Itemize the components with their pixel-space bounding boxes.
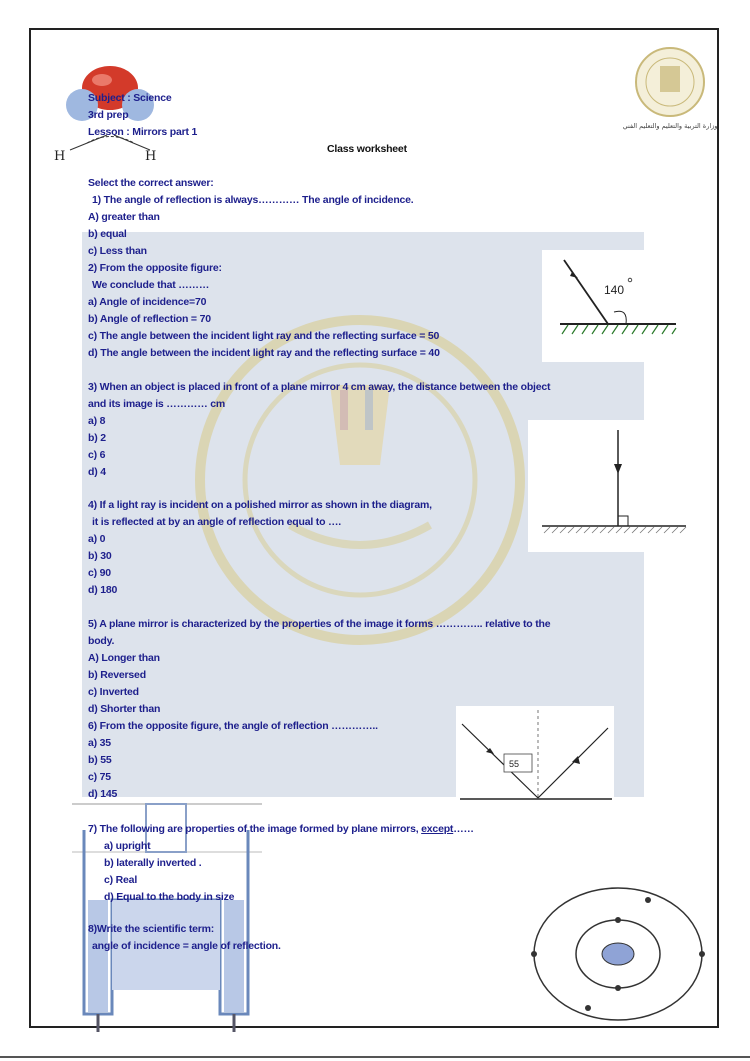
q5-option-d: d) Shorter than bbox=[88, 703, 161, 715]
q7-option-b: b) laterally inverted . bbox=[104, 857, 202, 869]
q4-normal-incidence-figure bbox=[528, 420, 688, 552]
q2-option-a: a) Angle of incidence=70 bbox=[88, 296, 207, 308]
q4-option-b: b) 30 bbox=[88, 550, 112, 562]
page-divider bbox=[0, 1056, 750, 1058]
q6-reflection-figure bbox=[456, 706, 614, 804]
question-7-keyword: except bbox=[421, 823, 454, 835]
q4-option-a: a) 0 bbox=[88, 533, 106, 545]
q6-option-c: c) 75 bbox=[88, 771, 111, 783]
q2-mirror-figure bbox=[542, 250, 678, 362]
q6-option-a: a) 35 bbox=[88, 737, 111, 749]
q6-angle-label: 55 bbox=[509, 759, 520, 769]
q1-option-a: A) greater than bbox=[88, 211, 160, 223]
question-8: 8)Write the scientific term: bbox=[88, 923, 215, 935]
question-3-line2: and its image is ………… cm bbox=[88, 398, 225, 410]
question-7-text: 7) The following are properties of the image formed by plane mirrors, bbox=[88, 823, 419, 835]
question-2: 2) From the opposite figure: bbox=[88, 262, 222, 274]
ministry-logo-text: وزارة التربية والتعليم والتعليم الفني bbox=[622, 122, 718, 130]
q7-option-c: c) Real bbox=[104, 874, 138, 886]
question-1: 1) The angle of reflection is always………… The angle of incidence. bbox=[92, 194, 414, 206]
q5-option-b: b) Reversed bbox=[88, 669, 146, 681]
q7-option-d: d) Equal to the body in size bbox=[104, 891, 235, 903]
question-6: 6) From the opposite figure, the angle of reflection ………….. bbox=[88, 720, 378, 732]
question-4: 4) If a light ray is incident on a polished mirror as shown in the diagram, bbox=[88, 499, 432, 511]
instruction: Select the correct answer: bbox=[88, 177, 214, 189]
q2-option-c: c) The angle between the incident light ray and the reflecting surface = 50 bbox=[88, 330, 440, 342]
grade-line: 3rd prep bbox=[88, 109, 129, 121]
q3-option-d: d) 4 bbox=[88, 466, 106, 478]
q6-option-b: b) 55 bbox=[88, 754, 112, 766]
subject-line: Subject : Science bbox=[88, 92, 172, 104]
q1-option-b: b) equal bbox=[88, 228, 127, 240]
hydrogen-right-label: H bbox=[145, 149, 157, 164]
q5-option-a: A) Longer than bbox=[88, 652, 160, 664]
question-5-line2: body. bbox=[88, 635, 115, 647]
hydrogen-left-label: H bbox=[54, 149, 66, 164]
question-4-line2: it is reflected at by an angle of reflection equal to …. bbox=[92, 516, 342, 528]
q5-option-c: c) Inverted bbox=[88, 686, 139, 698]
worksheet-title: Class worksheet bbox=[327, 143, 407, 155]
atom-diagram bbox=[528, 880, 708, 1024]
q2-angle-label: 140 bbox=[604, 283, 625, 297]
q3-option-a: a) 8 bbox=[88, 415, 106, 427]
q3-option-b: b) 2 bbox=[88, 432, 106, 444]
ministry-logo bbox=[622, 44, 718, 134]
question-7-tail: …… bbox=[453, 823, 474, 835]
q7-option-a: a) upright bbox=[104, 840, 151, 852]
lesson-line: Lesson : Mirrors part 1 bbox=[88, 126, 198, 138]
question-3: 3) When an object is placed in front of a plane mirror 4 cm away, the distance between the object bbox=[88, 381, 551, 393]
q4-option-d: d) 180 bbox=[88, 584, 118, 596]
q2-option-d: d) The angle between the incident light ray and the reflecting surface = 40 bbox=[88, 347, 440, 359]
q1-option-c: c) Less than bbox=[88, 245, 147, 257]
q2-option-b: b) Angle of reflection = 70 bbox=[88, 313, 211, 325]
q6-option-d: d) 145 bbox=[88, 788, 118, 800]
question-5: 5) A plane mirror is characterized by the properties of the image it forms ………….. relative to the bbox=[88, 618, 551, 630]
question-7 bbox=[88, 822, 474, 836]
question-2-prompt: We conclude that ……… bbox=[92, 279, 210, 291]
question-8-line2: angle of incidence = angle of reflection. bbox=[92, 940, 281, 952]
q4-option-c: c) 90 bbox=[88, 567, 111, 579]
q3-option-c: c) 6 bbox=[88, 449, 106, 461]
